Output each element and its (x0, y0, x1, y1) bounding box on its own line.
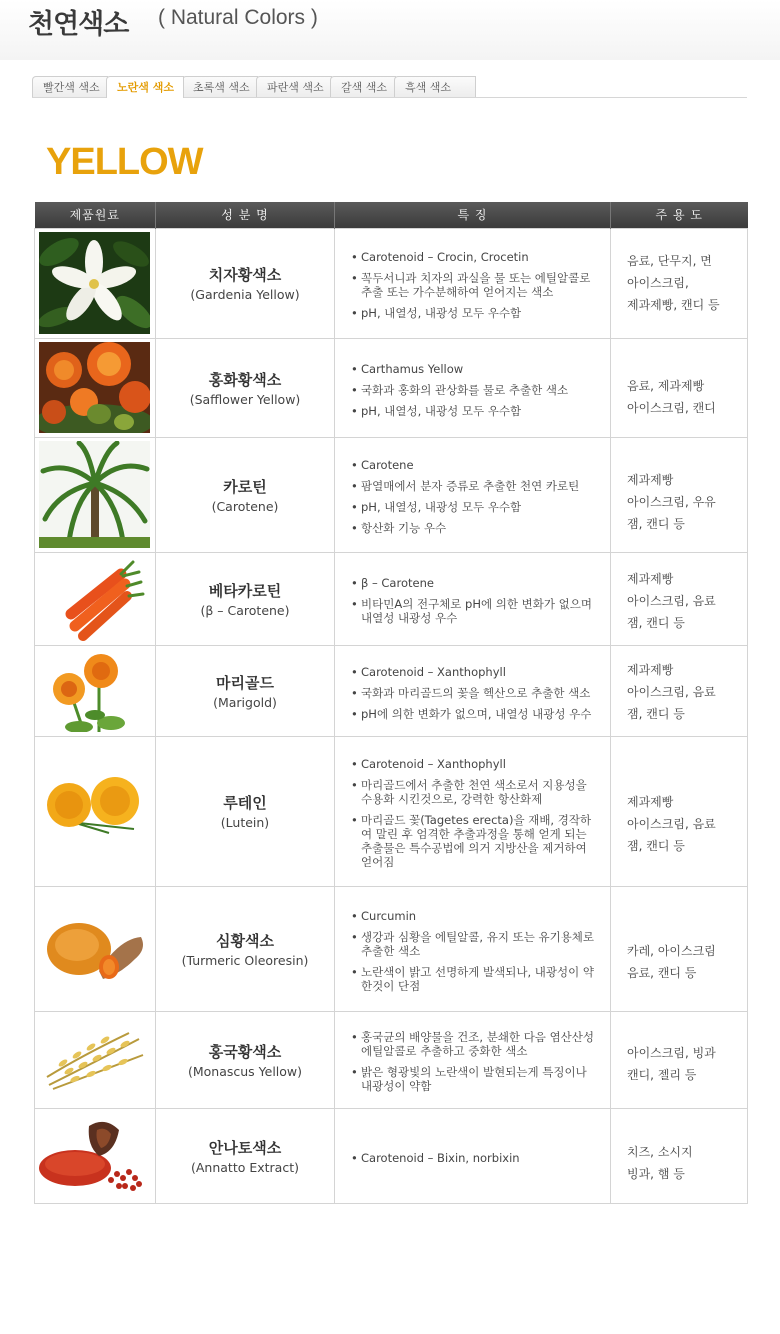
palm-tree-image (39, 441, 150, 548)
pigment-name-en: (Turmeric Oleoresin) (181, 952, 309, 968)
usage-item: 아이스크림, 음료 (627, 684, 716, 699)
table-row (35, 552, 748, 645)
table-row (35, 1108, 748, 1203)
table-row (35, 886, 748, 1011)
feature-item: • Carotenoid – Crocin, Crocetin (351, 250, 596, 264)
pigment-name: 카로틴 (223, 477, 267, 496)
header-feature: 특 징 (335, 202, 611, 228)
pigment-name-en: (Safflower Yellow) (189, 391, 301, 407)
usage-item: 캔디, 젤리 등 (627, 1067, 697, 1082)
usage-item: 아이스크림, 빙과 (627, 1045, 716, 1060)
usage-item: 음료, 제과제빵 (627, 378, 705, 393)
pigment-name-en: (Annatto Extract) (190, 1159, 299, 1175)
feature-item: • 국화과 홍화의 관상화를 물로 추출한 색소 (351, 383, 596, 397)
usage-item: 제과제빵 (627, 662, 674, 677)
usage-item: 음료, 캔디 등 (627, 965, 697, 980)
feature-item: • Carotenoid – Bixin, norbixin (351, 1151, 596, 1165)
feature-item: • 팜열매에서 분자 증류로 추출한 천연 카로틴 (351, 479, 596, 493)
pigment-name: 심황색소 (216, 931, 274, 950)
usage-item: 제과제빵, 캔디 등 (627, 298, 720, 312)
table-row (35, 338, 748, 437)
feature-item: • Carotenoid – Xanthophyll (351, 757, 596, 771)
pigment-name-en: (Monascus Yellow) (187, 1063, 303, 1079)
feature-item: • Curcumin (351, 909, 596, 923)
pigment-name: 마리골드 (216, 673, 274, 692)
feature-item: • 마리골드 꽃(Tagetes erecta)을 재배, 경작하여 말린 후 엄격한 추출과정을 통해 얻게 되는 추출물은 특수공법에 의거 지방산을 제거하여 얻어짐 (351, 813, 596, 869)
pigment-table (34, 202, 748, 1204)
usage-item: 아이스크림, 음료 (627, 593, 716, 608)
table-row (35, 645, 748, 736)
usage-item: 아이스크림, 캔디 (627, 400, 716, 415)
feature-item: • β – Carotene (351, 576, 596, 590)
feature-item: • 노란색이 밝고 선명하게 발색되나, 내광성이 약한것이 단점 (351, 965, 596, 993)
usage-item: 잼, 캔디 등 (627, 516, 685, 531)
usage-item: 치즈, 소시지 (627, 1144, 693, 1159)
table-row (35, 736, 748, 886)
feature-item: • 생강과 심황을 에틸알콜, 유지 또는 유기용체로 추출한 색소 (351, 930, 596, 958)
safflower-image (39, 342, 150, 433)
feature-item: • 비타민A의 전구체로 pH에 의한 변화가 없으며 내열성 내광성 우수 (351, 597, 596, 625)
usage-item: 음료, 단무지, 면 (627, 254, 712, 268)
page-subtitle: ( Natural Colors ) (158, 6, 318, 29)
tab-blue[interactable]: 파란색 색소 (256, 76, 332, 98)
tab-red[interactable]: 빨간색 색소 (32, 76, 108, 98)
header-product: 제품원료 (35, 202, 156, 228)
tab-green[interactable]: 초록색 색소 (182, 76, 258, 98)
carrot-image (39, 556, 150, 641)
feature-item: • Carotenoid – Xanthophyll (351, 665, 596, 679)
section-heading: YELLOW (46, 141, 203, 183)
feature-item: • 홍국균의 배양물을 건조, 분쇄한 다음 염산산성 에틸알콜로 추출하고 중화한 색소 (351, 1030, 596, 1058)
table-row (35, 228, 748, 338)
marigold-flowers-image (39, 771, 150, 851)
usage-item: 잼, 캔디 등 (627, 839, 685, 853)
pigment-name: 홍화황색소 (208, 370, 282, 389)
table-header-row (35, 202, 748, 228)
marigold-image (39, 649, 150, 732)
pigment-name: 홍국황색소 (208, 1042, 282, 1061)
feature-item: • pH, 내열성, 내광성 모두 우수함 (351, 404, 596, 418)
usage-item: 빙과, 햄 등 (627, 1166, 685, 1181)
rice-grain-image (39, 1025, 150, 1095)
table-row (35, 437, 748, 552)
color-tabs (32, 76, 474, 98)
pigment-name-en: (Carotene) (211, 498, 279, 514)
page-title: 천연색소 (28, 9, 129, 40)
pigment-name: 치자황색소 (208, 266, 282, 284)
header-component: 성 분 명 (156, 202, 335, 228)
usage-item: 제과제빵 (627, 571, 674, 586)
usage-item: 제과제빵 (627, 472, 674, 487)
usage-item: 아이스크림, 우유 (627, 494, 716, 509)
pigment-name-en: (Lutein) (220, 815, 270, 830)
feature-item: • Carotene (351, 458, 596, 472)
usage-item: 잼, 캔디 등 (627, 615, 685, 630)
usage-item: 아이스크림, 음료 (627, 817, 716, 831)
feature-item: • Carthamus Yellow (351, 362, 596, 376)
feature-item: • pH, 내열성, 내광성 모두 우수함 (351, 500, 596, 514)
usage-item: 아이스크림, (627, 276, 689, 290)
turmeric-image (39, 909, 150, 989)
tab-brown[interactable]: 갈색 색소 (330, 76, 396, 98)
feature-item: • 국화과 마리골드의 꽃을 헥산으로 추출한 색소 (351, 686, 596, 700)
pigment-name-en: (β – Carotene) (200, 602, 290, 618)
feature-item: • pH, 내열성, 내광성 모두 우수함 (351, 306, 596, 320)
pigment-name: 루테인 (223, 794, 267, 812)
feature-item: • 항산화 기능 우수 (351, 521, 596, 535)
usage-item: 제과제빵 (627, 795, 674, 809)
feature-item: • 꼭두서니과 치자의 과실을 물 또는 에틸알콜로 추출 또는 가수분해하여 얻어지는 색소 (351, 271, 596, 299)
annatto-image (39, 1116, 150, 1196)
pigment-name: 안나토색소 (208, 1138, 282, 1157)
feature-item: • pH에 의한 변화가 없으며, 내열성 내광성 우수 (351, 707, 596, 721)
pigment-name-en: (Gardenia Yellow) (190, 287, 300, 302)
feature-item: • 밝은 형광빛의 노란색이 발현되는게 특징이나 내광성이 약함 (351, 1065, 596, 1093)
gardenia-flower-image (39, 232, 150, 334)
usage-item: 잼, 캔디 등 (627, 706, 685, 721)
header-usage: 주 용 도 (611, 202, 748, 228)
pigment-name: 베타카로틴 (208, 581, 282, 600)
feature-item: • 마리골드에서 추출한 천연 색소로서 지용성을 수용화 시킨것으로, 강력한 항산화제 (351, 778, 596, 806)
usage-item: 카레, 아이스크림 (627, 943, 716, 958)
tab-yellow[interactable]: 노란색 색소 (106, 76, 184, 98)
tab-black[interactable]: 흑색 색소 (394, 76, 476, 98)
pigment-name-en: (Marigold) (213, 694, 277, 710)
table-row (35, 1011, 748, 1108)
